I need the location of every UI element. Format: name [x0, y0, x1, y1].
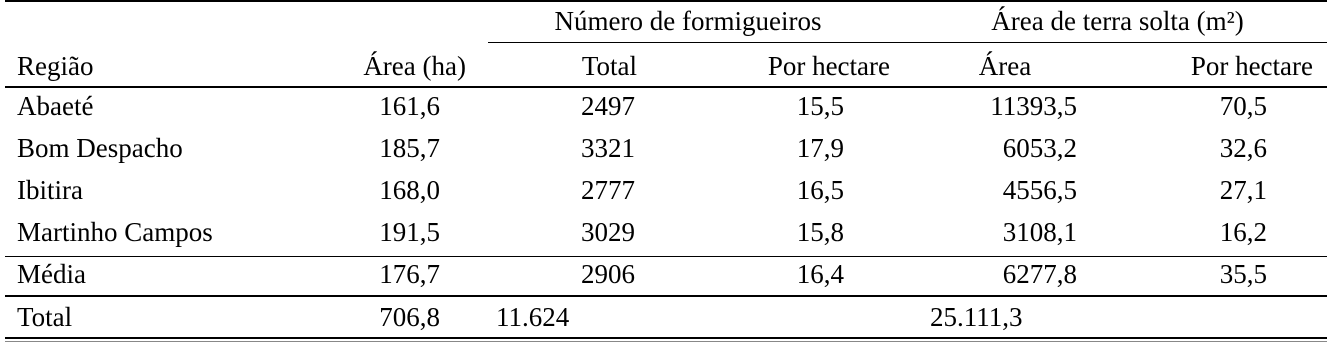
top-rule — [5, 0, 1327, 2]
cell-area: 4556,5 — [1002, 175, 1077, 205]
cell-por-hectare-2: 27,1 — [1219, 175, 1267, 205]
header-rule — [5, 86, 1327, 88]
column-header-area-ha: Área (ha) — [363, 51, 466, 81]
cell-por-hectare-1: 17,9 — [796, 133, 844, 163]
cell-regiao: Ibitira — [17, 175, 83, 205]
group-header-formigueiros: Número de formigueiros — [554, 6, 822, 36]
column-header-regiao: Região — [17, 51, 94, 81]
cell-por-hectare-2: 35,5 — [1219, 259, 1267, 289]
cell-total: 11.624 — [496, 302, 570, 332]
bottom-rule-2 — [5, 341, 1327, 342]
group-header-rule — [488, 42, 1327, 43]
cell-por-hectare-1: 15,8 — [796, 217, 844, 247]
cell-area-ha: 706,8 — [379, 302, 440, 332]
cell-total: 2906 — [581, 259, 635, 289]
cell-total: 2777 — [581, 175, 635, 205]
cell-por-hectare-2: 32,6 — [1219, 133, 1267, 163]
media-rule — [5, 256, 1327, 257]
group-header-terra-solta: Área de terra solta (m²) — [991, 6, 1244, 36]
cell-area: 3108,1 — [1002, 217, 1077, 247]
cell-por-hectare-1: 15,5 — [796, 91, 844, 121]
cell-area: 6277,8 — [1002, 259, 1077, 289]
cell-area: 11393,5 — [990, 91, 1077, 121]
column-header-total: Total — [581, 51, 637, 81]
total-rule — [5, 295, 1327, 297]
cell-area: 6053,2 — [1002, 133, 1077, 163]
cell-area-ha: 191,5 — [379, 217, 440, 247]
cell-regiao: Total — [17, 302, 73, 332]
cell-regiao: Martinho Campos — [17, 217, 213, 247]
cell-total: 3321 — [581, 133, 635, 163]
cell-regiao: Bom Despacho — [17, 133, 183, 163]
column-header-por-hectare-1: Por hectare — [767, 51, 890, 81]
cell-regiao: Abaeté — [17, 91, 94, 121]
cell-por-hectare-1: 16,5 — [796, 175, 844, 205]
cell-total: 3029 — [581, 217, 635, 247]
column-header-area: Área — [978, 51, 1032, 81]
cell-por-hectare-2: 70,5 — [1219, 91, 1267, 121]
cell-regiao: Média — [17, 259, 86, 289]
cell-por-hectare-2: 16,2 — [1219, 217, 1267, 247]
cell-por-hectare-1: 16,4 — [796, 259, 844, 289]
cell-area-ha: 168,0 — [379, 175, 440, 205]
cell-area-ha: 185,7 — [379, 133, 440, 163]
bottom-rule — [5, 337, 1327, 339]
cell-area: 25.111,3 — [930, 302, 1023, 332]
cell-total: 2497 — [581, 91, 635, 121]
column-header-por-hectare-2: Por hectare — [1190, 51, 1313, 81]
cell-area-ha: 176,7 — [379, 259, 440, 289]
cell-area-ha: 161,6 — [379, 91, 440, 121]
